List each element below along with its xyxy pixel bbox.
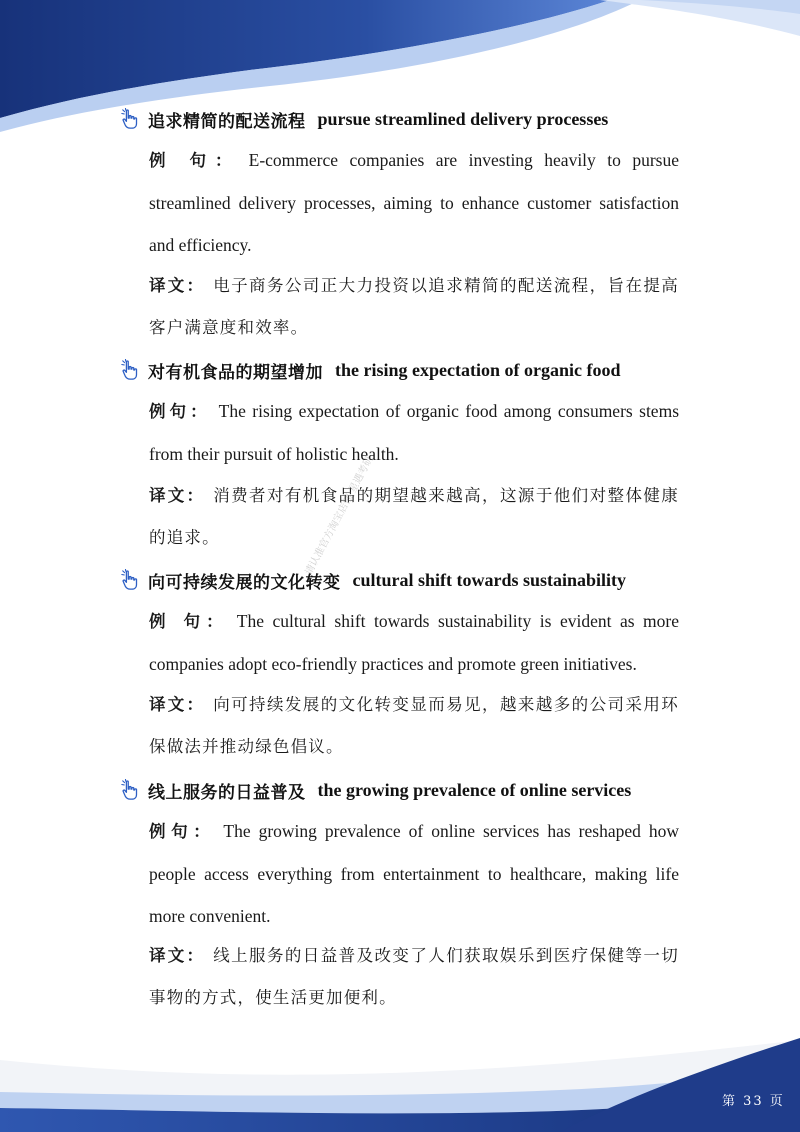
translation-text: 消费者对有机食品的期望越来越高，这源于他们对整体健康的追求。 bbox=[149, 486, 680, 547]
translation bbox=[149, 684, 679, 768]
heading-en: cultural shift towards sustainability bbox=[352, 569, 627, 590]
pointing-hand-icon bbox=[120, 359, 142, 381]
entry-heading bbox=[120, 775, 631, 805]
translation-label: 译文： bbox=[149, 276, 206, 295]
example-text: The growing prevalence of online services has reshaped how people access everything from entertainment to healthcare, making life more convenient. bbox=[149, 821, 680, 926]
example-sentence bbox=[149, 600, 679, 685]
example-sentence bbox=[149, 139, 679, 266]
example-label: 例 句： bbox=[149, 151, 241, 170]
example-sentence bbox=[149, 390, 679, 475]
heading-zh: 线上服务的日益普及 bbox=[148, 782, 306, 803]
example-text: E-commerce companies are investing heavily to pursue streamlined delivery processes, aiming to enhance customer satisfaction and efficiency. bbox=[149, 150, 679, 255]
entry-heading bbox=[120, 104, 608, 134]
heading-en: the rising expectation of organic food bbox=[335, 359, 621, 380]
entry-heading bbox=[120, 355, 620, 385]
heading-zh: 向可持续发展的文化转变 bbox=[148, 572, 341, 593]
translation-text: 线上服务的日益普及改变了人们获取娱乐到医疗保健等一切事物的方式，使生活更加便利。 bbox=[149, 946, 680, 1007]
translation-text: 电子商务公司正大力投资以追求精简的配送流程，旨在提高客户满意度和效率。 bbox=[149, 276, 680, 337]
example-sentence bbox=[149, 810, 679, 937]
page-number: 第 33 页 bbox=[722, 1094, 785, 1109]
heading-zh: 对有机食品的期望增加 bbox=[148, 362, 323, 383]
pointing-hand-icon bbox=[120, 779, 142, 801]
translation-label: 译文： bbox=[149, 486, 206, 505]
entry-heading bbox=[120, 565, 626, 595]
example-label: 例 句： bbox=[149, 612, 229, 631]
translation-label: 译文： bbox=[149, 946, 206, 965]
translation bbox=[149, 935, 679, 1019]
translation-label: 译文： bbox=[149, 695, 206, 714]
example-label: 例句： bbox=[149, 402, 211, 421]
heading-zh: 追求精简的配送流程 bbox=[148, 111, 306, 132]
pointing-hand-icon bbox=[120, 108, 142, 130]
example-text: The cultural shift towards sustainability is evident as more companies adopt eco-friendly practices and promote green initiatives. bbox=[149, 611, 680, 674]
translation bbox=[149, 475, 679, 559]
translation bbox=[149, 265, 679, 349]
translation-text: 向可持续发展的文化转变显而易见，越来越多的公司采用环保做法并推动绿色倡议。 bbox=[149, 695, 680, 756]
pointing-hand-icon bbox=[120, 569, 142, 591]
heading-en: the growing prevalence of online services bbox=[317, 779, 632, 800]
watermark: 请认准官方淘宝店铺·星遇考研 bbox=[303, 454, 376, 578]
example-text: The rising expectation of organic food among consumers stems from their pursuit of holistic health. bbox=[149, 401, 680, 464]
example-label: 例句： bbox=[149, 822, 216, 841]
heading-en: pursue streamlined delivery processes bbox=[317, 108, 609, 129]
